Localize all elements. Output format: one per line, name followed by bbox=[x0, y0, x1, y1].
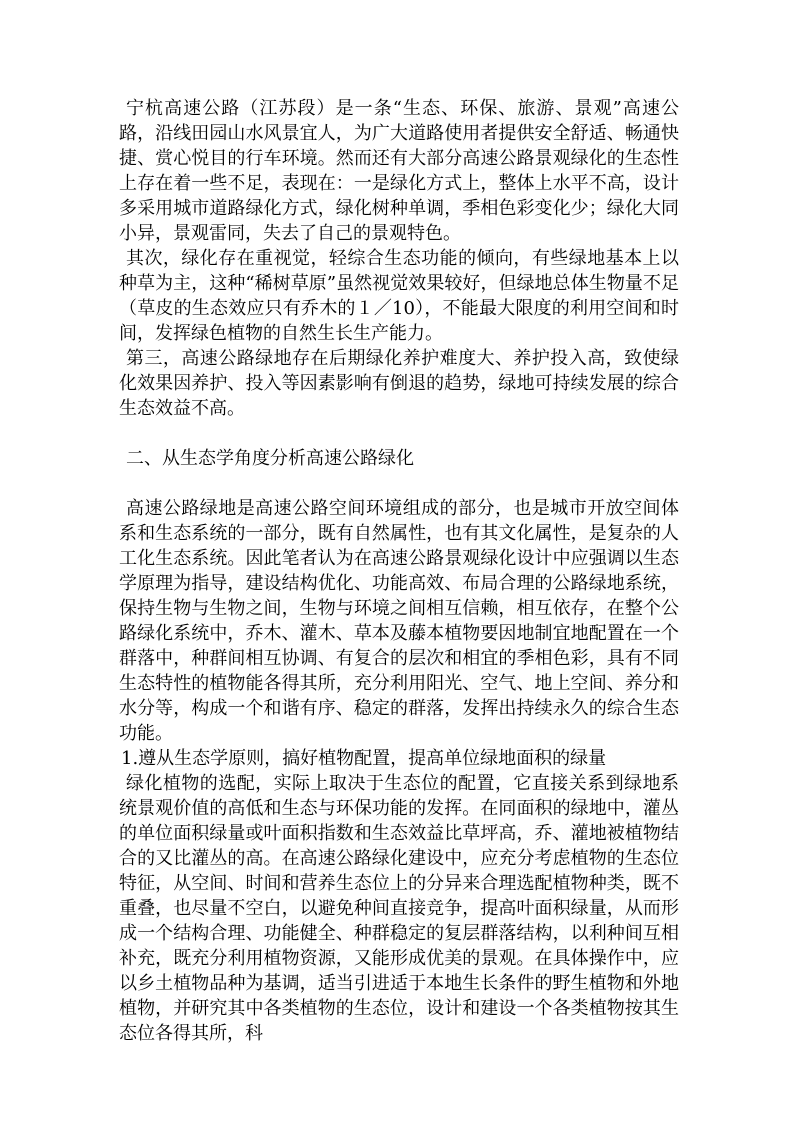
section-heading: 二、从生态学角度分析高速公路绿化 bbox=[126, 448, 414, 469]
paragraph-intro: 宁杭高速公路（江苏段）是一条“生态、环保、旅游、景观”高速公路，沿线田园山水风景宜人，为广大道路使用者提供安全舒适、畅通快捷、赏心悦目的行车环境。然而还有大部分高速公路景观绿化的生态性上存在着一些不足，表现在：一是绿化方式上，整体上水平不高，设计多采用城市道路绿化方式，绿化树种单调，季相色彩变化少；绿化大同小异，景观雷同，失去了自己的景观特色。 bbox=[119, 98, 679, 244]
spacer bbox=[119, 471, 679, 496]
paragraph-plant-selection: 绿化植物的选配，实际上取决于生态位的配置，它直接关系到绿地系统景观价值的高低和生态与环保功能的发挥。在同面积的绿地中，灌丛的单位面积绿量或叶面积指数和生态效益比草坪高，乔、灌地被植物结合的又比灌丛的高。在高速公路绿化建设中，应充分考虑植物的生态位特征，从空间、时间和营养生态位上的分异来合理选配植物种类，既不重叠，也尽量不空白，以避免种间直接竞争，提高叶面积绿量，从而形成一个结构合理、功能健全、种群稳定的复层群落结构，以利种间互相补充，既充分利用植物资源，又能形成优美的景观。在具体操作中，应以乡土植物品种为基调，适当引进适于本地生长条件的野生植物和外地植物，并研究其中各类植物的生态位，设计和建设一个各类植物按其生态位各得其所，科 bbox=[119, 773, 679, 1044]
subsection-heading: 1.遵从生态学原则，搞好植物配置，提高单位绿地面积的绿量 bbox=[121, 748, 607, 769]
document-body bbox=[119, 96, 679, 1046]
paragraph-ecology-analysis: 高速公路绿地是高速公路空间环境组成的部分，也是城市开放空间体系和生态系统的一部分，既有自然属性，也有其文化属性，是复杂的人工化生态系统。因此笔者认为在高速公路景观绿化设计中应强调以生态学原理为指导，建设结构优化、功能高效、布局合理的公路绿地系统，保持生物与生物之间，生物与环境之间相互信赖，相互依存，在整个公路绿化系统中，乔木、灌木、草本及藤本植物要因地制宜地配置在一个群落中，种群间相互协调、有复合的层次和相宜的季相色彩，具有不同生态特性的植物能各得其所，充分利用阳光、空气、地上空间、养分和水分等，构成一个和谐有序、稳定的群落，发挥出持续永久的综合生态功能。 bbox=[119, 498, 679, 744]
paragraph-third-issue: 第三，高速公路绿地存在后期绿化养护难度大、养护投入高，致使绿化效果因养护、投入等因素影响有倒退的趋势，绿地可持续发展的综合生态效益不高。 bbox=[119, 348, 679, 419]
spacer bbox=[119, 421, 679, 446]
paragraph-second-issue: 其次，绿化存在重视觉，轻综合生态功能的倾向，有些绿地基本上以种草为主，这种“稀树草原”虽然视觉效果较好，但绿地总体生物量不足（草皮的生态效应只有乔木的１／10），不能最大限度的利用空间和时间，发挥绿色植物的自然生长生产能力。 bbox=[119, 248, 679, 344]
